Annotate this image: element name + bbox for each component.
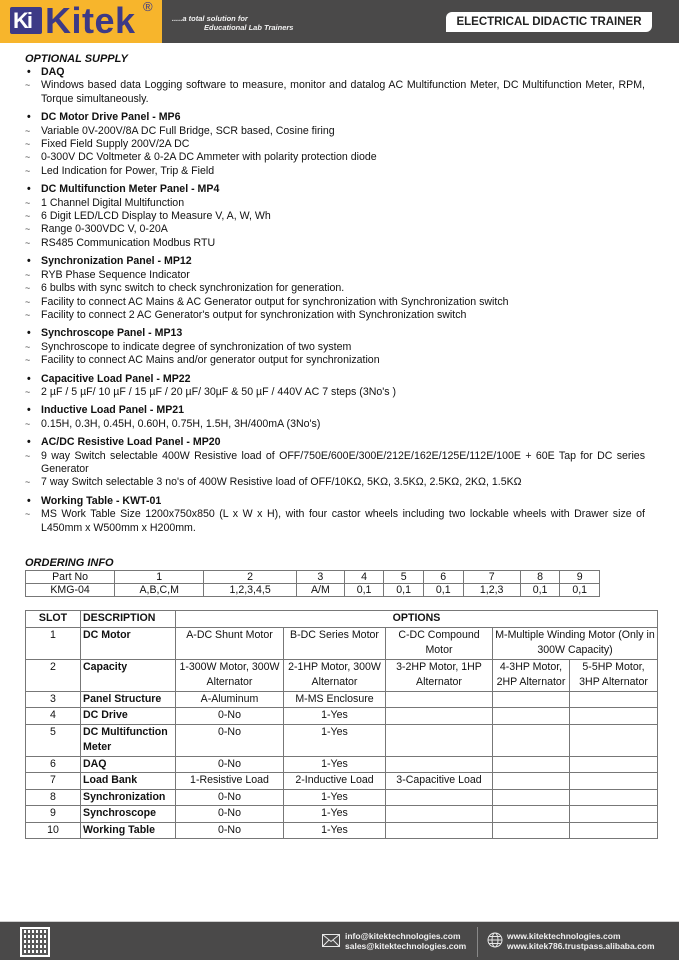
ordering-value-cell: KMG-04 bbox=[26, 584, 115, 597]
slot-cell: 4 bbox=[26, 708, 81, 725]
tilde-bullet-icon: ~ bbox=[25, 296, 31, 307]
slot-cell: 6 bbox=[26, 756, 81, 773]
description-cell: Synchronization bbox=[81, 789, 176, 806]
ordering-value-cell: 0,1 bbox=[423, 584, 463, 597]
list-item bbox=[25, 476, 645, 489]
supply-group bbox=[25, 66, 645, 106]
table-row bbox=[26, 708, 658, 725]
list-item bbox=[25, 296, 645, 309]
option-b-cell: 2-Inductive Load bbox=[284, 773, 386, 790]
group-heading bbox=[25, 327, 645, 340]
list-item-text: Variable 0V-200V/8A DC Full Bridge, SCR based, Cosine firing bbox=[41, 124, 335, 137]
option-d-cell bbox=[493, 806, 570, 823]
bullet-icon: • bbox=[27, 327, 31, 340]
ordering-value-cell: 1,2,3,4,5 bbox=[204, 584, 297, 597]
tilde-bullet-icon: ~ bbox=[25, 165, 31, 176]
tilde-bullet-icon: ~ bbox=[25, 211, 31, 222]
ordering-value-cell: 0,1 bbox=[560, 584, 600, 597]
group-heading bbox=[25, 255, 645, 268]
list-item bbox=[25, 354, 645, 367]
tilde-bullet-icon: ~ bbox=[25, 139, 31, 150]
group-heading-text: Synchroscope Panel - MP13 bbox=[41, 327, 183, 340]
description-cell: Load Bank bbox=[81, 773, 176, 790]
list-item-text: Led Indication for Power, Trip & Field bbox=[41, 164, 215, 177]
option-e-cell bbox=[570, 724, 658, 756]
ordering-header-cell: 1 bbox=[115, 571, 204, 584]
options-body bbox=[26, 627, 658, 839]
list-item-text: 0-300V DC Voltmeter & 0-2A DC Ammeter with polarity protection diode bbox=[41, 151, 377, 164]
bullet-icon: • bbox=[27, 372, 31, 385]
group-heading-text: Synchronization Panel - MP12 bbox=[41, 255, 192, 268]
ordering-value-cell: A/M bbox=[296, 584, 344, 597]
supply-group bbox=[25, 255, 645, 322]
option-b-cell: 1-Yes bbox=[284, 708, 386, 725]
section-title: OPTIONAL SUPPLY bbox=[25, 53, 128, 65]
option-b-cell: 2-1HP Motor, 300W Alternator bbox=[284, 659, 386, 691]
description-cell: DAQ bbox=[81, 756, 176, 773]
logo-text: Kitek bbox=[45, 0, 136, 41]
bullet-icon: • bbox=[27, 111, 31, 124]
qr-code-icon bbox=[20, 927, 50, 957]
ordering-header-cell: 9 bbox=[560, 571, 600, 584]
description-cell: DC Drive bbox=[81, 708, 176, 725]
list-item-text: Windows based data Logging software to measure, monitor and datalog AC Multifunction Meter, DC Multifunction Meter, RPM, Torque simultaneously. bbox=[41, 79, 645, 105]
description-cell: Synchroscope bbox=[81, 806, 176, 823]
list-item bbox=[25, 386, 645, 399]
group-heading-text: DAQ bbox=[41, 66, 65, 78]
website-link-main[interactable]: www.kitektechnologies.com bbox=[507, 931, 621, 941]
option-d-cell bbox=[493, 708, 570, 725]
tilde-bullet-icon: ~ bbox=[25, 152, 31, 163]
table-row bbox=[26, 806, 658, 823]
list-item bbox=[25, 269, 645, 282]
tilde-bullet-icon: ~ bbox=[25, 197, 31, 208]
option-b-cell: 1-Yes bbox=[284, 822, 386, 839]
option-a-cell: 0-No bbox=[176, 708, 284, 725]
tilde-bullet-icon: ~ bbox=[25, 125, 31, 136]
option-d-cell bbox=[493, 773, 570, 790]
list-item-text: MS Work Table Size 1200x750x850 (L x W x H), with four castor wheels including two lockable wheels with Drawer size of L450mm x W500mm x H200mm. bbox=[41, 508, 645, 534]
tilde-bullet-icon: ~ bbox=[25, 418, 31, 429]
list-item bbox=[25, 197, 645, 210]
tilde-bullet-icon: ~ bbox=[25, 237, 31, 248]
header-slot: SLOT bbox=[26, 611, 81, 628]
email-contacts bbox=[345, 931, 466, 951]
list-item bbox=[25, 508, 645, 535]
ordering-value-cell: 1,2,3 bbox=[463, 584, 520, 597]
bullet-icon: • bbox=[27, 494, 31, 507]
tilde-bullet-icon: ~ bbox=[25, 477, 31, 488]
list-item-text: 2 µF / 5 µF/ 10 µF / 15 µF / 20 µF/ 30µF & 50 µF / 440V AC 7 steps (3No's ) bbox=[41, 385, 397, 398]
bullet-icon: • bbox=[27, 66, 31, 78]
slot-cell: 9 bbox=[26, 806, 81, 823]
ordering-header-cell: 8 bbox=[520, 571, 560, 584]
ordering-value-row bbox=[26, 584, 600, 597]
ordering-value-cell: 0,1 bbox=[344, 584, 384, 597]
list-item-text: Facility to connect AC Mains and/or generator output for synchronization bbox=[41, 354, 380, 367]
tilde-bullet-icon: ~ bbox=[25, 224, 31, 235]
option-b-cell: 1-Yes bbox=[284, 806, 386, 823]
footer-divider bbox=[477, 927, 478, 957]
description-cell: DC Multifunction Meter bbox=[81, 724, 176, 756]
supply-group bbox=[25, 183, 645, 250]
list-item bbox=[25, 223, 645, 236]
supply-group bbox=[25, 111, 645, 178]
option-e-cell bbox=[570, 806, 658, 823]
option-c-cell bbox=[386, 724, 493, 756]
ordering-value-cell: 0,1 bbox=[384, 584, 424, 597]
tilde-bullet-icon: ~ bbox=[25, 509, 31, 520]
ordering-header-cell: 4 bbox=[344, 571, 384, 584]
group-heading bbox=[25, 495, 645, 508]
list-item bbox=[25, 341, 645, 354]
group-heading-text: Inductive Load Panel - MP21 bbox=[41, 404, 185, 417]
tagline-line-1: .....a total solution for bbox=[172, 14, 248, 23]
globe-icon bbox=[487, 932, 503, 948]
slot-cell: 10 bbox=[26, 822, 81, 839]
option-c-cell bbox=[386, 756, 493, 773]
tagline-line-2: Educational Lab Trainers bbox=[204, 23, 294, 32]
option-b-cell: 1-Yes bbox=[284, 724, 386, 756]
header-options: OPTIONS bbox=[176, 611, 658, 628]
option-e-cell bbox=[570, 773, 658, 790]
list-item bbox=[25, 237, 645, 250]
supply-group bbox=[25, 373, 645, 400]
ordering-info-title: ORDERING INFO bbox=[25, 557, 114, 569]
option-c-cell: C-DC Compound Motor bbox=[386, 627, 493, 659]
website-links bbox=[507, 931, 655, 951]
group-heading-text: DC Multifunction Meter Panel - MP4 bbox=[41, 183, 220, 196]
group-heading bbox=[25, 183, 645, 196]
option-c-cell bbox=[386, 806, 493, 823]
description-cell: Panel Structure bbox=[81, 691, 176, 708]
list-item-text: 0.15H, 0.3H, 0.45H, 0.60H, 0.75H, 1.5H, 3H/400mA (3No's) bbox=[41, 417, 321, 430]
options-table bbox=[25, 610, 658, 839]
group-heading-text: Working Table - KWT-01 bbox=[41, 494, 162, 507]
list-item bbox=[25, 282, 645, 295]
list-item-text: 1 Channel Digital Multifunction bbox=[41, 196, 185, 209]
ordering-header-cell: Part No bbox=[26, 571, 115, 584]
optional-supply-section bbox=[25, 52, 645, 540]
bullet-icon: • bbox=[27, 404, 31, 417]
ordering-info-table bbox=[25, 570, 600, 597]
list-item-text: 6 Digit LED/LCD Display to Measure V, A, W, Wh bbox=[41, 210, 271, 223]
ordering-value-cell: A,B,C,M bbox=[115, 584, 204, 597]
option-e-cell bbox=[570, 789, 658, 806]
option-a-cell: 1-300W Motor, 300W Alternator bbox=[176, 659, 284, 691]
bullet-icon: • bbox=[27, 183, 31, 196]
table-row bbox=[26, 773, 658, 790]
option-b-cell: B-DC Series Motor bbox=[284, 627, 386, 659]
list-item-text: 7 way Switch selectable 3 no's of 400W Resistive load of OFF/10KΩ, 5KΩ, 3.5KΩ, 2.5KΩ, 2KΩ, 1.5KΩ bbox=[41, 476, 522, 489]
list-item bbox=[25, 309, 645, 322]
list-item bbox=[25, 418, 645, 431]
table-row bbox=[26, 627, 658, 659]
list-item-text: Fixed Field Supply 200V/2A DC bbox=[41, 138, 190, 151]
slot-cell: 3 bbox=[26, 691, 81, 708]
list-item-text: RS485 Communication Modbus RTU bbox=[41, 236, 216, 249]
description-cell: DC Motor bbox=[81, 627, 176, 659]
supply-groups bbox=[25, 66, 645, 535]
brand-logo bbox=[0, 0, 162, 43]
supply-group bbox=[25, 404, 645, 431]
option-c-cell bbox=[386, 789, 493, 806]
slot-cell: 1 bbox=[26, 627, 81, 659]
group-heading bbox=[25, 66, 645, 79]
tilde-bullet-icon: ~ bbox=[25, 355, 31, 366]
tilde-bullet-icon: ~ bbox=[25, 450, 31, 461]
slot-cell: 7 bbox=[26, 773, 81, 790]
website-link-alibaba[interactable]: www.kitek786.trustpass.alibaba.com bbox=[507, 941, 655, 951]
option-e-cell bbox=[570, 756, 658, 773]
list-item bbox=[25, 125, 645, 138]
option-d-cell bbox=[493, 756, 570, 773]
description-cell: Capacity bbox=[81, 659, 176, 691]
option-a-cell: 0-No bbox=[176, 789, 284, 806]
list-item bbox=[25, 151, 645, 164]
group-heading bbox=[25, 404, 645, 417]
slot-cell: 8 bbox=[26, 789, 81, 806]
table-row bbox=[26, 789, 658, 806]
tilde-bullet-icon: ~ bbox=[25, 386, 31, 397]
logo-mark-icon bbox=[10, 7, 42, 34]
tilde-bullet-icon: ~ bbox=[25, 80, 31, 91]
ordering-header-cell: 7 bbox=[463, 571, 520, 584]
ordering-header-cell: 2 bbox=[204, 571, 297, 584]
option-a-cell: 0-No bbox=[176, 724, 284, 756]
supply-group bbox=[25, 495, 645, 535]
list-item bbox=[25, 210, 645, 223]
option-a-cell: 0-No bbox=[176, 822, 284, 839]
option-m-cell: M-Multiple Winding Motor (Only in 300W Capacity) bbox=[493, 627, 658, 659]
ordering-header-row bbox=[26, 571, 600, 584]
logo-mark-text: Ki bbox=[13, 8, 31, 33]
option-e-cell bbox=[570, 691, 658, 708]
ordering-header-cell: 3 bbox=[296, 571, 344, 584]
table-row bbox=[26, 724, 658, 756]
list-item-text: 6 bulbs with sync switch to check synchronization for generation. bbox=[41, 282, 345, 295]
option-d-cell bbox=[493, 822, 570, 839]
option-b-cell: 1-Yes bbox=[284, 789, 386, 806]
options-header-row bbox=[26, 611, 658, 628]
option-a-cell: 1-Resistive Load bbox=[176, 773, 284, 790]
list-item-text: Synchroscope to indicate degree of synchronization of two system bbox=[41, 340, 352, 353]
supply-group bbox=[25, 436, 645, 490]
ordering-header-cell: 6 bbox=[423, 571, 463, 584]
document-title: ELECTRICAL DIDACTIC TRAINER bbox=[446, 12, 652, 32]
envelope-icon bbox=[322, 934, 340, 947]
header-description: DESCRIPTION bbox=[81, 611, 176, 628]
page-footer bbox=[0, 921, 679, 960]
tilde-bullet-icon: ~ bbox=[25, 269, 31, 280]
option-d-cell: 4-3HP Motor, 2HP Alternator bbox=[493, 659, 570, 691]
option-c-cell bbox=[386, 822, 493, 839]
tilde-bullet-icon: ~ bbox=[25, 309, 31, 320]
option-b-cell: 1-Yes bbox=[284, 756, 386, 773]
email-info-link[interactable]: info@kitektechnologies.com bbox=[345, 931, 461, 941]
option-c-cell: 3-2HP Motor, 1HP Alternator bbox=[386, 659, 493, 691]
option-c-cell: 3-Capacitive Load bbox=[386, 773, 493, 790]
option-c-cell bbox=[386, 708, 493, 725]
list-item-text: Facility to connect 2 AC Generator's output for synchronization with Synchronization switch bbox=[41, 308, 467, 321]
page-header bbox=[0, 0, 679, 43]
option-a-cell: 0-No bbox=[176, 806, 284, 823]
list-item-text: RYB Phase Sequence Indicator bbox=[41, 268, 190, 281]
tilde-bullet-icon: ~ bbox=[25, 283, 31, 294]
email-sales-link[interactable]: sales@kitektechnologies.com bbox=[345, 941, 467, 951]
table-row bbox=[26, 691, 658, 708]
option-e-cell bbox=[570, 822, 658, 839]
option-e-cell bbox=[570, 708, 658, 725]
supply-group bbox=[25, 327, 645, 367]
option-a-cell: A-Aluminum bbox=[176, 691, 284, 708]
list-item-text: Facility to connect AC Mains & AC Generator output for synchronization with Synchronization switch bbox=[41, 295, 509, 308]
group-heading-text: Capacitive Load Panel - MP22 bbox=[41, 372, 191, 385]
option-b-cell: M-MS Enclosure bbox=[284, 691, 386, 708]
option-d-cell bbox=[493, 691, 570, 708]
group-heading bbox=[25, 436, 645, 449]
list-item bbox=[25, 450, 645, 477]
table-row bbox=[26, 756, 658, 773]
registered-mark: ® bbox=[143, 0, 153, 14]
option-d-cell bbox=[493, 789, 570, 806]
tilde-bullet-icon: ~ bbox=[25, 341, 31, 352]
option-c-cell bbox=[386, 691, 493, 708]
list-item bbox=[25, 79, 645, 106]
table-row bbox=[26, 659, 658, 691]
ordering-header-cell: 5 bbox=[384, 571, 424, 584]
group-heading bbox=[25, 373, 645, 386]
group-heading-text: DC Motor Drive Panel - MP6 bbox=[41, 111, 181, 124]
list-item bbox=[25, 165, 645, 178]
table-row bbox=[26, 822, 658, 839]
bullet-icon: • bbox=[27, 436, 31, 449]
ordering-value-cell: 0,1 bbox=[520, 584, 560, 597]
tagline bbox=[172, 14, 293, 32]
option-e-cell: 5-5HP Motor, 3HP Alternator bbox=[570, 659, 658, 691]
bullet-icon: • bbox=[27, 255, 31, 268]
group-heading bbox=[25, 111, 645, 124]
option-a-cell: A-DC Shunt Motor bbox=[176, 627, 284, 659]
list-item bbox=[25, 138, 645, 151]
list-item-text: 9 way Switch selectable 400W Resistive load of OFF/750E/600E/300E/212E/162E/125E/112E/100E + 60E Tap for DC series Generator bbox=[41, 449, 645, 475]
description-cell: Working Table bbox=[81, 822, 176, 839]
option-a-cell: 0-No bbox=[176, 756, 284, 773]
group-heading-text: AC/DC Resistive Load Panel - MP20 bbox=[41, 436, 221, 449]
option-d-cell bbox=[493, 724, 570, 756]
slot-cell: 2 bbox=[26, 659, 81, 691]
list-item-text: Range 0-300VDC V, 0-20A bbox=[41, 223, 168, 236]
slot-cell: 5 bbox=[26, 724, 81, 756]
